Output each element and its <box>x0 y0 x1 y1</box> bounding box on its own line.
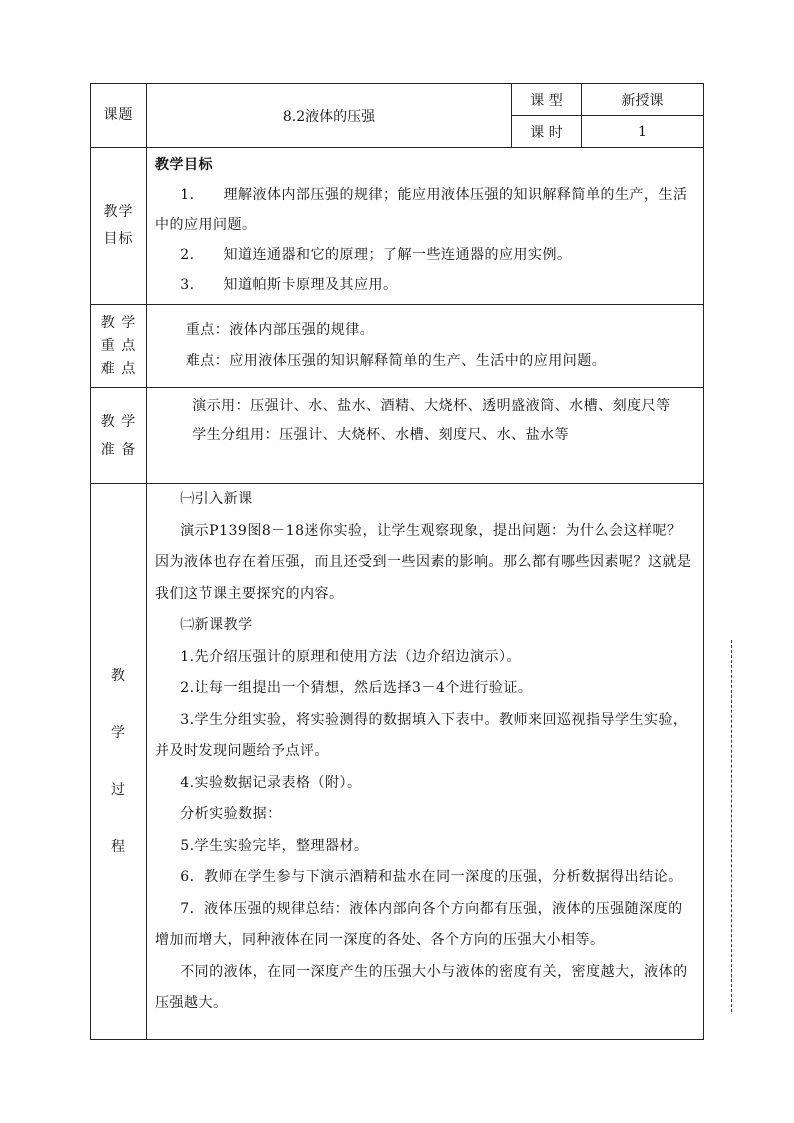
process-step: 3.学生分组实验，将实验测得的数据填入下表中。教师来回巡视指导学生实验，并及时发现问题给予点评。 <box>155 711 688 759</box>
key-points-content <box>147 305 704 388</box>
objectives-heading: 教学目标 <box>155 157 213 173</box>
objectives-content <box>147 148 704 305</box>
margin-dashed-line <box>731 640 732 1012</box>
section-heading: ㈠引入新课 <box>180 491 253 507</box>
section-heading: ㈡新课教学 <box>180 617 253 633</box>
difficulty-text: 难点：应用液体压强的知识解释简单的生产、生活中的应用问题。 <box>185 353 607 369</box>
preparation-label: 教 学 准 备 <box>91 388 147 484</box>
process-label: 教 学 过 程 <box>91 484 147 1040</box>
process-paragraph: 不同的液体，在同一深度产生的压强大小与液体的密度有关，密度越大，液体的压强越大。 <box>155 963 688 1011</box>
type-value: 新授课 <box>582 84 704 116</box>
process-step: 2.让每一组提出一个猜想，然后选择3－4个进行验证。 <box>180 680 533 696</box>
objective-item: 2. 知道连通器和它的原理；了解一些连通器的应用实例。 <box>180 247 572 263</box>
process-step: 5.学生实验完毕，整理器材。 <box>180 837 369 854</box>
process-content <box>147 484 704 1040</box>
focus-text: 重点：液体内部压强的规律。 <box>185 322 375 338</box>
lesson-title: 8.2液体的压强 <box>147 84 512 148</box>
process-step: 6．教师在学生参与下演示酒精和盐水在同一深度的压强，分析数据得出结论。 <box>180 869 683 885</box>
topic-label: 课题 <box>91 84 147 148</box>
lesson-plan-table <box>90 83 704 1040</box>
process-step: 1.先介绍压强计的原理和使用方法（边介绍边演示）。 <box>180 648 522 665</box>
demo-equipment: 演示用：压强计、水、盐水、酒精、大烧杯、透明盛液筒、水槽、刻度尺等 <box>192 398 671 414</box>
hours-label: 课 时 <box>512 116 582 148</box>
objective-item: 3. 知道帕斯卡原理及其应用。 <box>180 277 398 293</box>
preparation-content <box>147 388 704 484</box>
process-step: 4.实验数据记录表格（附）。 <box>180 774 362 791</box>
process-step: 分析实验数据： <box>180 806 282 822</box>
student-equipment: 学生分组用：压强计、大烧杯、水槽、刻度尺、水、盐水等 <box>192 427 570 443</box>
process-paragraph: 演示P139图8－18迷你实验，让学生观察现象，提出问题：为什么会这样呢？因为液体也存在着压强，而且还受到一些因素的影响。那么都有哪些因素呢？这就是我们这节课主要探究的内容。 <box>155 522 692 602</box>
objective-item: 1. 理解液体内部压强的规律；能应用液体压强的知识解释简单的生产，生活中的应用问题。 <box>155 187 688 233</box>
hours-value: 1 <box>582 116 704 148</box>
objectives-label: 教学 目标 <box>91 148 147 305</box>
process-step: 7．液体压强的规律总结：液体内部向各个方向都有压强，液体的压强随深度的增加而增大，同种液体在同一深度的各处、各个方向的压强大小相等。 <box>155 900 683 948</box>
type-label: 课 型 <box>512 84 582 116</box>
key-points-label: 教 学 重 点 难 点 <box>91 305 147 388</box>
